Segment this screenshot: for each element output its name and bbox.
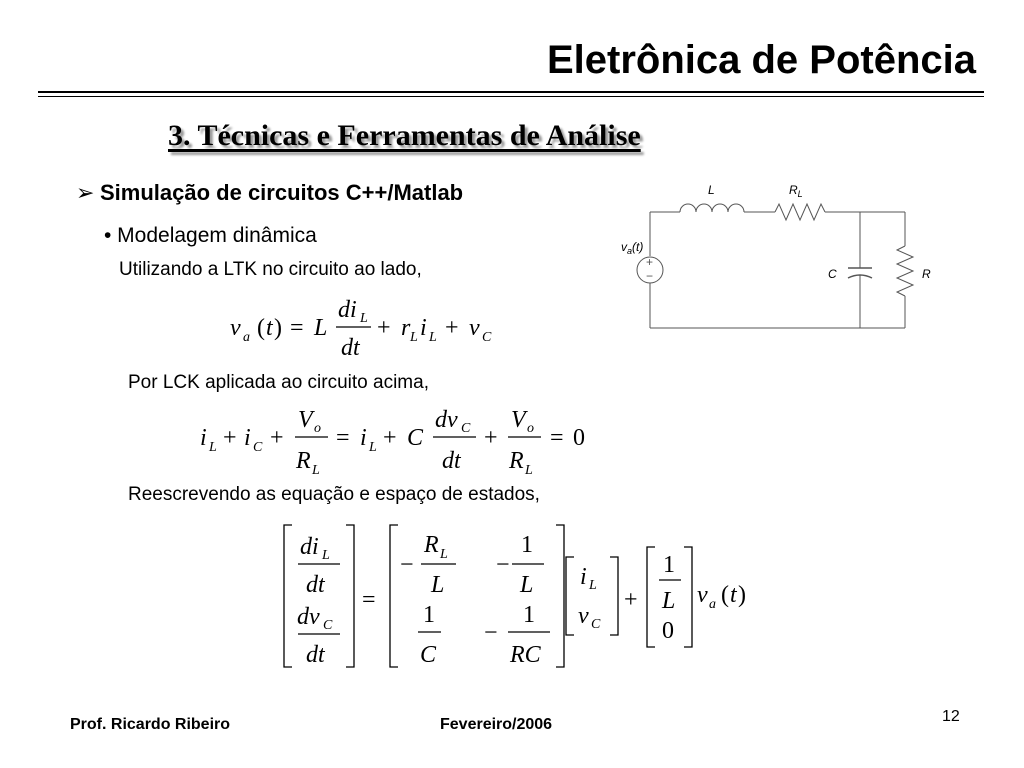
note-ltk: Utilizando a LTK no circuito ao lado, (119, 259, 422, 280)
svg-text:v: v (578, 603, 589, 629)
load-resistor-symbol (897, 246, 913, 296)
svg-text:R: R (424, 532, 439, 558)
svg-text:C: C (591, 617, 601, 632)
svg-text:+: + (624, 587, 638, 613)
svg-text:i: i (200, 425, 207, 451)
bullet-item (76, 180, 463, 206)
svg-text:dt: dt (306, 572, 325, 598)
svg-text:L: L (429, 330, 437, 345)
svg-text:v: v (697, 582, 708, 608)
svg-text:L: L (410, 330, 418, 345)
circuit-diagram (600, 170, 960, 340)
label-source: $v_a(t)$ (621, 240, 644, 256)
footer-date: Fevereiro/2006 (440, 716, 553, 733)
equation-lck (198, 400, 618, 482)
footer-author: Prof. Ricardo Ribeiro (70, 716, 231, 733)
svg-text:1: 1 (521, 532, 533, 558)
svg-text:i: i (580, 564, 587, 590)
svg-text:(: ( (257, 315, 265, 341)
svg-text:v: v (230, 315, 241, 341)
svg-text:dv: dv (297, 604, 320, 630)
svg-text:L: L (360, 311, 368, 326)
svg-text:dv: dv (435, 407, 458, 433)
svg-text:C: C (323, 618, 333, 633)
svg-text:t: t (266, 315, 273, 341)
svg-text:L: L (312, 463, 320, 478)
svg-text:L: L (440, 547, 448, 562)
svg-text:RC: RC (510, 642, 541, 668)
svg-text:=: = (336, 425, 350, 451)
label-inductor-resistance: $R_L$ (789, 183, 803, 199)
svg-text:−: − (496, 552, 510, 578)
svg-text:1: 1 (423, 602, 435, 628)
note-lck: Por LCK aplicada ao circuito acima, (128, 372, 429, 393)
svg-text:v: v (469, 315, 480, 341)
svg-text:+: + (270, 425, 284, 451)
svg-text:i: i (420, 315, 427, 341)
sub-bullet: • Modelagem dinâmica (104, 224, 317, 247)
svg-text:+: + (223, 425, 237, 451)
svg-text:dt: dt (341, 335, 360, 361)
svg-text:L: L (209, 440, 217, 455)
svg-text:a: a (243, 330, 250, 345)
bullet-text: Simulação de circuitos C++/Matlab (100, 180, 464, 205)
svg-text:di: di (338, 297, 357, 323)
svg-text:i: i (244, 425, 251, 451)
svg-text:R: R (296, 448, 311, 474)
inductor-symbol (680, 204, 744, 212)
svg-text:1: 1 (663, 552, 675, 578)
page-number: 12 (942, 708, 960, 725)
svg-text:=: = (362, 587, 376, 613)
equation-state-space (278, 522, 758, 672)
svg-text:+: + (484, 425, 498, 451)
svg-text:1: 1 (523, 602, 535, 628)
svg-text:+: + (383, 425, 397, 451)
svg-text:o: o (314, 421, 321, 436)
section-title: 3. Técnicas e Ferramentas de Análise (168, 119, 641, 152)
svg-text:−: − (400, 552, 414, 578)
svg-text:R: R (509, 448, 524, 474)
slide-title: Eletrônica de Potência (546, 38, 976, 82)
svg-text:+: + (377, 315, 391, 341)
svg-text:0: 0 (662, 618, 674, 644)
svg-text:=: = (290, 315, 304, 341)
svg-text:a: a (709, 597, 716, 612)
svg-text:L: L (589, 578, 597, 593)
svg-text:0: 0 (573, 425, 585, 451)
svg-text:L: L (322, 548, 330, 563)
svg-text:C: C (407, 425, 424, 451)
label-capacitor: C (828, 267, 837, 281)
svg-text:): ) (274, 315, 282, 341)
svg-text:V: V (511, 407, 526, 433)
svg-text:L: L (431, 572, 445, 598)
arrow-bullet-icon: ➢ (76, 180, 95, 205)
source-minus: − (646, 269, 654, 283)
label-load-resistor: R (922, 267, 931, 281)
svg-text:t: t (730, 582, 737, 608)
svg-text:L: L (369, 440, 377, 455)
svg-text:+: + (445, 315, 459, 341)
svg-text:C: C (253, 440, 263, 455)
svg-text:dt: dt (306, 642, 325, 668)
header-divider-thin (38, 96, 984, 97)
svg-text:di: di (300, 534, 319, 560)
svg-text:C: C (482, 330, 492, 345)
svg-text:V: V (298, 407, 313, 433)
svg-text:C: C (461, 421, 471, 436)
svg-text:C: C (420, 642, 437, 668)
svg-text:dt: dt (442, 448, 461, 474)
svg-text:L: L (525, 463, 533, 478)
label-inductor: L (708, 183, 715, 197)
svg-text:L: L (314, 315, 328, 341)
svg-text:L: L (662, 588, 676, 614)
svg-text:−: − (484, 620, 498, 646)
svg-text:i: i (360, 425, 367, 451)
svg-text:(: ( (721, 582, 729, 608)
svg-text:=: = (550, 425, 564, 451)
svg-text:L: L (520, 572, 534, 598)
header-divider-thick (38, 91, 984, 93)
note-state-space: Reescrevendo as equação e espaço de estados, (128, 484, 540, 505)
svg-text:o: o (527, 421, 534, 436)
source-plus: + (646, 255, 654, 269)
svg-text:r: r (401, 315, 411, 341)
svg-text:): ) (738, 582, 746, 608)
series-resistor-symbol (775, 204, 825, 220)
equation-ltk (225, 290, 515, 362)
